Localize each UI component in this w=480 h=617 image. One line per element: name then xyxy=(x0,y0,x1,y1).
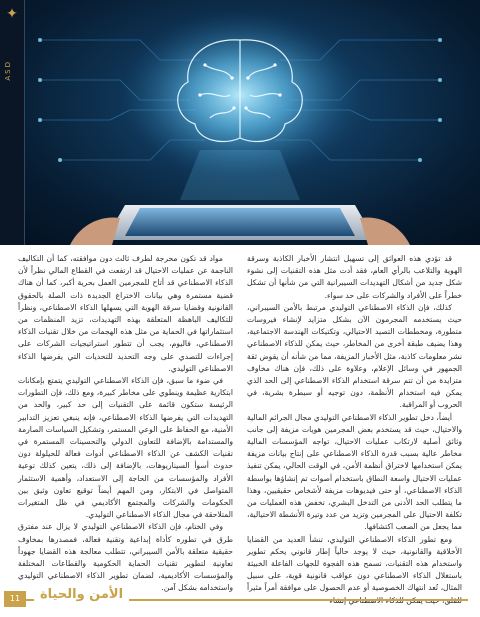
paragraph: مواد قد تكون محرجة لطرف ثالث دون موافقته، كما أن التكاليف الناجمة عن عمليات الاحتيال قد ارتفعت في القطاع المالي نظراً لأن الذكاء الاصطناعي قد أتاح للمجرمين العمل بحرية أكبر، كما أن هناك قضية مستمرة وهي بيانات الاختراع الجديدة ذات الصلة بالحقوق القانونية وقضايا سرقة الهوية التي يسهلها الذكاء الاصطناعي، ونظراً للتكاليف الباهظة المتعلقة بهذه التهديدات، تزيد المنظمات من استثماراتها في الحماية من مثل هذه الهجمات من خلال تقنيات الذكاء الاصطناعي، فاليوم، يجب أن تتطور استراتيجيات الشركات على إجراءات للتصدي على وجه التحديد للتحديات التي يفرضها الذكاء الاصطناعي التوليدي. xyxy=(18,254,233,373)
side-strip xyxy=(0,0,25,245)
article-column-left xyxy=(18,253,233,593)
paragraph: ومع تطور الذكاء الاصطناعي التوليدي، تنشأ العديد من القضايا الأخلاقية والقانونية، حيث لا يوجد حالياً إطار قانوني يحكم تطوير واستخدام هذه التقنيات، تسمح هذه الفجوة للجهات الفاعلة الخبيثة باستغلال الذكاء الاصطناعي دون عواقب قانونية قوية، على سبيل المثال، تُعد انتهاك الخصوصية أو عدم الحصول على موافقة أمراً مثيراً xyxy=(247,534,462,593)
article-body xyxy=(18,253,462,593)
paragraph: في ضوء ما سبق، فإن الذكاء الاصطناعي التوليدي يتمتع بإمكانات ابتكارية عظيمة وينطوي على مخاطر كبيرة، ومع ذلك، فإن التطورات الرئيسة ستكون قائمة على التقنيات إلى حد كبير، والحد من التهديدات التي يفرضها الذكاء الاصطناعي، فإنه ينبغي تعزيز التدابير الأمنية، مع الحفاظ على الوعي المستمر، وتشكيل السياسات الصارمة والمستدامة بالإضافة للتعاون الدولي والتحسينات المستمرة في تقنيات الكشف عن الذكاء الاصطناعي أدوات فعالة للحيلولة دون حدوث أسوأ السيناريوهات، بالإضافة إلى ذلك، يتعين كذلك توعية الأفراد والمؤسسات من الحاجة إلى الاستعداد، وأهمية الاستثمار المتواصل في الابتكار، ومن المهم أيضاً توقيع تعاون وثيق بين الحكومات والشركات والمجتمع الأكاديمي في ظل المتغيرات المتلاحقة في مجال الذكاء الاصطناعي التوليدي. xyxy=(18,376,233,520)
paragraph: أيضاً، دخل تطوير الذكاء الاصطناعي التوليدي مجال الجرائم المالية والاحتيال، حيث قد يستخدم بعض المجرمين هويات مزيفة إلى جانب وثائق أصلية لارتكاب عمليات الاحتيال، تواجه المؤسسات المالية مخاطر عالية بسبب قدرة الذكاء الاصطناعي على إنتاج بيانات مزيفة يمكن استخدامها لاختراق أنظمة الأمن، في الوقت الحالي، يمكن تنفيذ عمليات الاحتيال واسعة النطاق باستخدام أصوات تم إنشاؤها بواسطة الذكاء الاصطناعي، أو حتى فيديوهات مزيفة لأشخاص حقيقيين، وهذا ما يتطلب الحد الأدنى من التدخل البشري، تخفض هذه العمليات من تكلفة الاحتيال على المجرمين وتزيد من عدد وتيرة الأنشطة الاحتيالية، مما يجعل من الصعب اكتشافها. xyxy=(247,412,462,532)
magazine-title: الأمن والحياة xyxy=(34,587,129,602)
paragraph: كذلك، فإن الذكاء الاصطناعي التوليدي مرتبط بالأمن السيبراني، حيث يستخدمه المجرمون الآن بشكل متزايد لإنشاء فيروسات متطورة، ومخططات التصيد الاحتيالي، وتكتيكات الهندسة الاجتماعية، وهذا يضيف طبقة أخرى من المخاطر، حيث يمكن للذكاء الاصطناعي نشر معلومات كاذبة، مثل الأخبار المزيفة، مما من شأنه أن يقوض ثقة الجمهور في وسائل الإعلام، وعلاوة على ذلك، فإن هناك مخاوف متزايدة من أن تتم سرقة استخدام الذكاء الاصطناعي إلى الحد الذي يمكن فيه استخدام الأنظمة، دون توجيه أو سيطرة بشرية، في الحروب أو المراقبة. xyxy=(247,302,462,410)
tablet-icon xyxy=(105,205,375,240)
ai-brain-illustration xyxy=(0,0,480,245)
hero-image xyxy=(0,0,480,245)
left-hand-icon xyxy=(70,217,120,245)
side-label: ASD xyxy=(4,60,12,81)
right-hand-icon xyxy=(360,217,410,245)
article-column-right xyxy=(247,253,462,593)
paragraph: قد تؤدي هذه العوائق إلى تسهيل انتشار الأخبار الكاذبة وسرقة الهوية والتلاعب بالرأي العام، فقد أدت مثل هذه التقنيات إلى نشوء شكل جديد من أشكال التهديدات السيبرانية التي من شأنها أن تشكل خطراً على الأفراد والشركات على حد سواء. xyxy=(247,254,462,300)
page-number: 11 xyxy=(4,591,26,607)
emblem-icon: ✦ xyxy=(6,6,18,22)
paragraph: وفي الختام، فإن الذكاء الاصطناعي التوليدي لا يزال عند مفترق طرق في تطوره كأداة إبداعية وتقنية فعالة، فمصدرها بمخاوف حقيقية متعلقة بالأمن السيبراني، تتطلب معالجة هذه القضايا جهوداً تعاونية لتطوير تقنيات الحماية الحكومية والقطاعات المختلفة والمؤسسات الأكاديمية، لضمان تطوير الذكاء الاصطناعي التوليدي واستخدامه بشكل آمن. xyxy=(18,522,233,593)
